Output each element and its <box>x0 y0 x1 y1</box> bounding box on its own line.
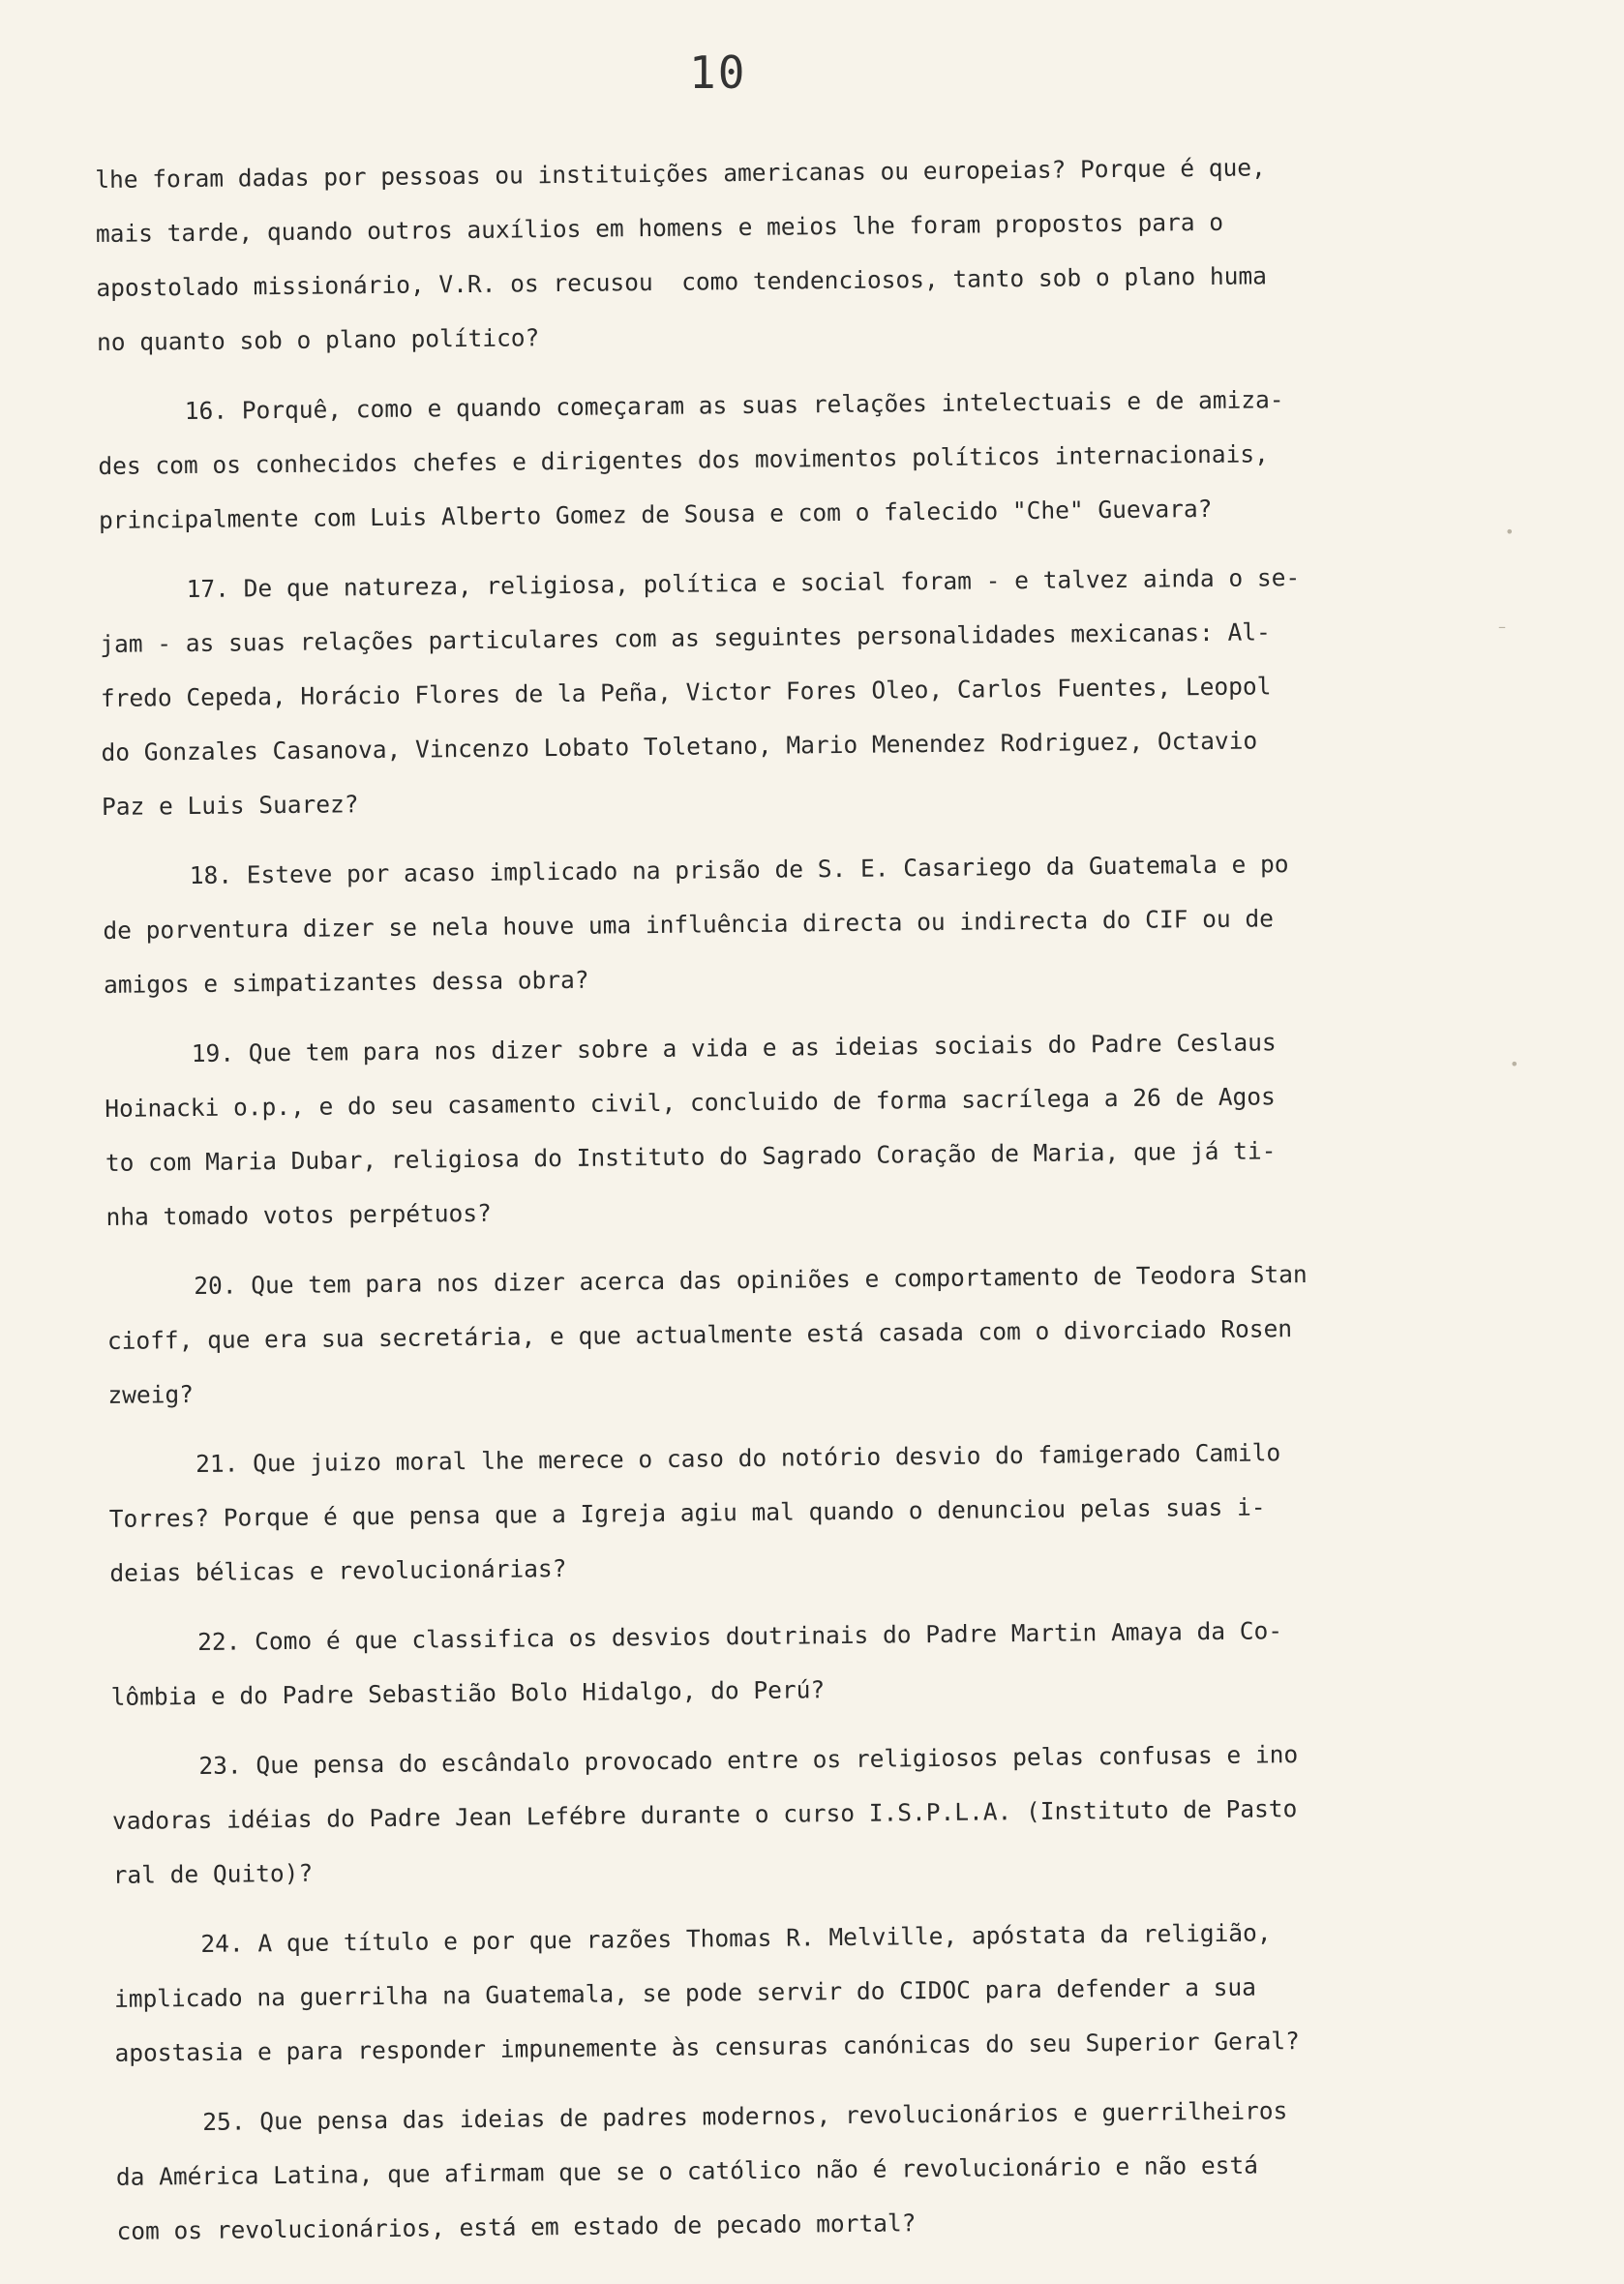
text-line: Hoinacki o.p., e do seu casamento civil, concluido de forma sacrílega a 26 de Agos <box>105 1082 1276 1123</box>
text-line: Paz e Luis Suarez? <box>101 790 359 821</box>
text-line: de porventura dizer se nela houve uma influência directa ou indirecta do CIF ou de <box>103 904 1275 945</box>
question-23 <box>111 1727 1391 1903</box>
text-line: zweig? <box>107 1380 195 1409</box>
text-line: 20. Que tem para nos dizer acerca das opiniões e comportamento de Teodora Stan <box>194 1259 1308 1300</box>
text-line: no quanto sob o plano político? <box>96 323 540 356</box>
question-22 <box>110 1603 1389 1725</box>
text-line: vadoras idéias do Padre Jean Lefébre durante o curso I.S.P.L.A. (Instituto de Pasto <box>111 1794 1298 1835</box>
paragraph-continuation <box>95 139 1374 370</box>
question-19 <box>104 1014 1383 1245</box>
text-line: principalmente com Luis Alberto Gomez de Sousa e com o falecido "Che" Guevara? <box>98 494 1213 534</box>
question-18 <box>103 836 1382 1012</box>
text-line: lômbia e do Padre Sebastião Bolo Hidalgo, do Perú? <box>110 1675 826 1711</box>
question-20 <box>106 1247 1386 1423</box>
question-16 <box>98 372 1377 548</box>
text-line: lhe foram dadas por pessoas ou instituições americanas ou europeias? Porque é que, <box>95 153 1266 194</box>
question-21 <box>108 1425 1388 1601</box>
text-line: 24. A que título e por que razões Thomas R. Melville, apóstata da religião, <box>200 1918 1272 1958</box>
text-line: fredo Cepeda, Horácio Flores de la Peña, Victor Fores Oleo, Carlos Fuentes, Leopol <box>100 672 1272 712</box>
text-line: 18. Esteve por acaso implicado na prisão de S. E. Casariego da Guatemala e po <box>189 850 1289 890</box>
text-line: apostasia e para responder impunemente às censuras canónicas do seu Superior Geral? <box>114 2027 1300 2067</box>
text-line: 23. Que pensa do escândalo provocado entre os religiosos pelas confusas e ino <box>198 1740 1299 1780</box>
text-line: cioff, que era sua secretária, e que actualmente está casada com o divorciado Rosen <box>106 1314 1293 1355</box>
text-line: des com os conhecidos chefes e dirigentes dos movimentos políticos internacionais, <box>98 439 1270 480</box>
margin-speck: • <box>1505 523 1515 541</box>
text-line: do Gonzales Casanova, Vincenzo Lobato Toletano, Mario Menendez Rodriguez, Octavio <box>101 726 1258 766</box>
margin-speck: • <box>1510 1055 1519 1073</box>
text-line: jam - as suas relações particulares com as seguintes personalidades mexicanas: Al- <box>100 617 1271 658</box>
text-line: Torres? Porque é que pensa que a Igreja agiu mal quando o denunciou pelas suas i- <box>108 1492 1266 1533</box>
text-line: da América Latina, que afirmam que se o católico não é revolucionário e não está <box>115 2150 1259 2191</box>
text-line: 25. Que pensa das ideias de padres modernos, revolucionários e guerrilheiros <box>202 2096 1288 2136</box>
text-line: com os revolucionários, está em estado de pecado mortal? <box>116 2209 917 2245</box>
text-line: ral de Quito)? <box>112 1858 314 1889</box>
text-line: 19. Que tem para nos dizer sobre a vida e as ideias sociais do Padre Ceslaus <box>191 1028 1277 1068</box>
text-line: 16. Porquê, como e quando começaram as suas relações intelectuais e de amiza- <box>184 385 1284 426</box>
question-17 <box>99 550 1379 834</box>
text-line: nha tomado votos perpétuos? <box>105 1198 492 1231</box>
text-line: implicado na guerrilha na Guatemala, se pode servir do CIDOC para defender a sua <box>113 1972 1257 2013</box>
page-number: 10 <box>689 46 747 99</box>
text-line: apostolado missionário, V.R. os recusou como tendenciosos, tanto sob o plano huma <box>96 261 1268 302</box>
text-line: 22. Como é que classifica os desvios doutrinais do Padre Martin Amaya da Co- <box>196 1616 1283 1656</box>
text-line: mais tarde, quando outros auxílios em homens e meios lhe foram propostos para o <box>95 207 1224 248</box>
question-25 <box>115 2083 1395 2259</box>
text-line: 21. Que juizo moral lhe merece o caso do notório desvio do famigerado Camilo <box>195 1438 1281 1478</box>
text-line: to com Maria Dubar, religiosa do Instituto do Sagrado Coração de Maria, que já ti- <box>105 1136 1277 1177</box>
document-body <box>95 139 1395 2259</box>
text-line: amigos e simpatizantes dessa obra? <box>103 965 589 999</box>
text-line: 17. De que natureza, religiosa, política e social foram - e talvez ainda o se- <box>186 562 1301 604</box>
margin-speck: – <box>1498 617 1506 636</box>
question-24 <box>113 1905 1393 2081</box>
text-line: deias bélicas e revolucionárias? <box>109 1553 567 1587</box>
